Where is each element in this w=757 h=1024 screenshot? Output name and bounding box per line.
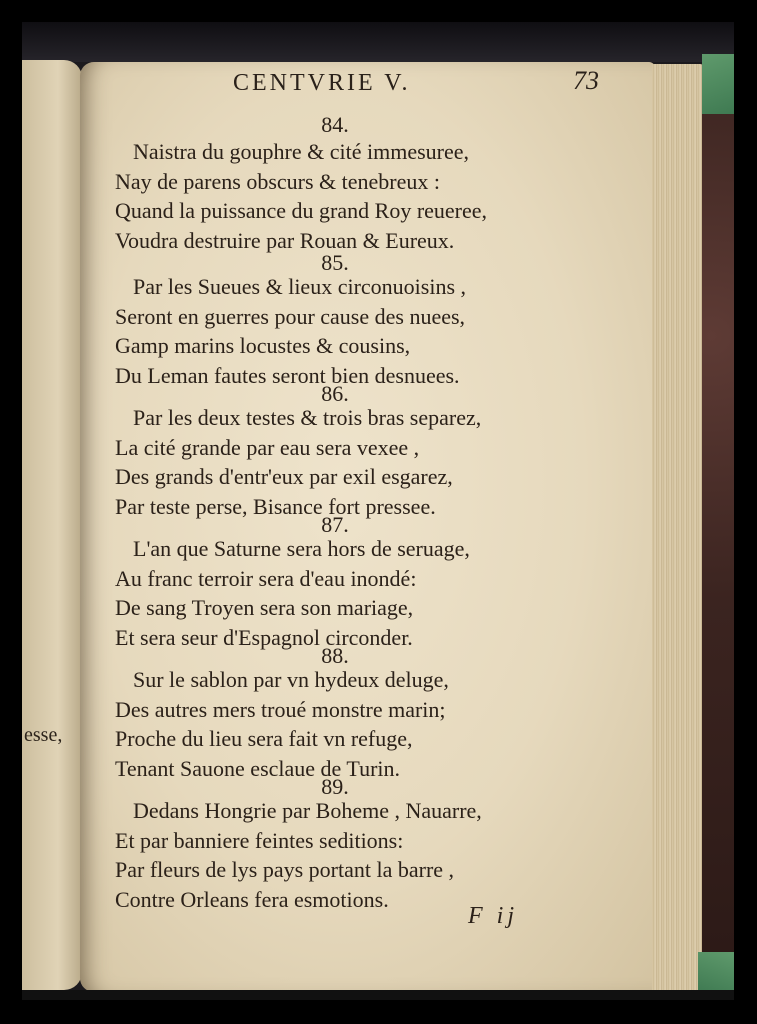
verse-line: Voudra destruire par Rouan & Eureux.: [115, 227, 455, 253]
verse-line: Gamp marins locustes & cousins,: [115, 333, 411, 359]
cover-corner-top: [702, 54, 734, 114]
verse-line: Tenant Sauone esclaue de Turin.: [115, 755, 401, 781]
verse-line: Naistra du gouphre & cité immesuree,: [133, 139, 470, 164]
quatrain-number: 86.: [321, 381, 349, 406]
background-shadow: [22, 22, 734, 62]
verse-line: Et par banniere feintes seditions:: [115, 827, 404, 853]
verse-line: L'an que Saturne sera hors de seruage,: [133, 536, 470, 561]
verse-line: Par teste perse, Bisance fort pressee.: [115, 493, 436, 519]
verse-line: Des autres mers troué monstre marin;: [115, 696, 446, 722]
verse-line: Quand la puissance du grand Roy reueree,: [115, 198, 488, 224]
verse-line: Par les deux testes & trois bras separez,: [133, 405, 482, 430]
verse-line: Seront en guerres pour cause des nuees,: [115, 303, 466, 329]
verse-line: Dedans Hongrie par Boheme , Nauarre,: [133, 798, 482, 823]
previous-page-fragment: esse,: [24, 724, 63, 746]
verse-line: Contre Orleans fera esmotions.: [115, 886, 389, 912]
verse-line: Proche du lieu sera fait vn refuge,: [115, 726, 413, 752]
verse-line: Nay de parens obscurs & tenebreux :: [115, 168, 441, 194]
quatrain-number: 87.: [321, 512, 349, 537]
verse-line: De sang Troyen sera son mariage,: [115, 595, 414, 621]
quatrain: [115, 534, 585, 652]
cover-corner-bottom: [698, 952, 734, 992]
book-cover: [702, 54, 734, 994]
verse-line: La cité grande par eau sera vexee ,: [115, 434, 420, 460]
page-fore-edges: [652, 64, 704, 990]
bottom-shadow: [22, 990, 734, 1000]
quatrain-number: 85.: [321, 250, 349, 275]
verse-line: Et sera seur d'Espagnol circonder.: [115, 624, 413, 650]
page-number: 73: [573, 66, 599, 95]
quatrain: [115, 665, 585, 783]
previous-page-edge: [22, 60, 82, 990]
verse-line: Au franc terroir sera d'eau inondé:: [115, 565, 417, 591]
verse-line: Des grands d'entr'eux par exil esgarez,: [115, 464, 453, 490]
quatrain-number: 84.: [321, 112, 349, 137]
signature-mark: F ij: [468, 903, 518, 929]
quatrain-number: 88.: [321, 643, 349, 668]
quatrain: [115, 796, 585, 914]
verse-line: Sur le sablon par vn hydeux deluge,: [133, 667, 449, 692]
quatrain: [115, 137, 585, 255]
verse-line: Par les Sueues & lieux circonuoisins ,: [133, 274, 467, 299]
quatrain: [115, 272, 585, 390]
quatrain: [115, 403, 585, 521]
page-header: CENTVRIE V.: [233, 70, 411, 96]
quatrain-number: 89.: [321, 774, 349, 799]
verse-line: Par fleurs de lys pays portant la barre ,: [115, 857, 455, 883]
verse-line: Du Leman fautes seront bien desnuees.: [115, 362, 460, 388]
